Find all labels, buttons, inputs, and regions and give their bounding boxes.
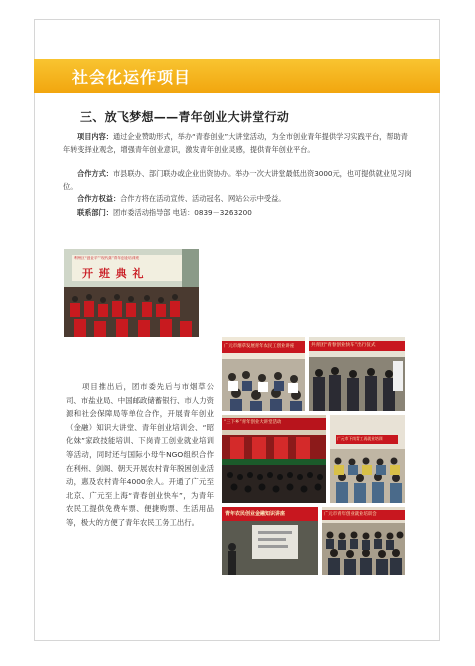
photo3-banner-text: 共青团“青春创业快车”出行仪式 [311, 343, 376, 348]
photo1-banner-text: 开 班 典 礼 [82, 267, 145, 280]
photo4-banner-text: “三下乡”青年创业大讲堂活动 [224, 420, 282, 425]
partner-rights-paragraph [63, 193, 415, 206]
photo-opening-ceremony [64, 249, 199, 337]
cooperation-mode-label: 合作方式： [77, 169, 113, 178]
photo-reemployment-training [330, 415, 405, 503]
contact-text: 团市委活动指导部 电话：0839－3263200 [112, 208, 252, 217]
photo5-banner-text: 广元市下岗青工再就业培训 [337, 436, 383, 441]
photo2-banner-text: 广元市烟草发展青年农民工创业讲座 [224, 344, 295, 349]
project-outcome-text: 项目推出后，团市委先后与市烟草公司、市盐业局、中国邮政储蓄银行、市人力资源和社会保障局等单位合作，开展青年创业（金融）知识大讲堂、青年创业培训会、“昭化妹”家政技能培训、下岗青工创业就业培训等活动，同时还与国际小母牛NGO组织合作在利州、剑阁、朝天开展农村青年脱困创业活动，惠及农村青年4000余人。开通了广元至北京、广元至上海“青春创业快车”，为青年农民工提供免费车票、便捷购票、生活用品等，极大的方便了青年农民工务工出行。 [66, 382, 214, 527]
project-content-label: 项目内容： [77, 132, 113, 141]
cooperation-mode-text: 市县联办、部门联办或企业出资协办。举办一次大讲堂最低出资3000元，也可提供就业见习岗位。 [63, 169, 412, 191]
photo7-banner-text: 广元市青年创业就业培训会 [324, 512, 377, 517]
contact-label: 联系部门： [77, 208, 113, 217]
contact-paragraph [63, 207, 415, 220]
project-content-text: 通过企业赞助形式，举办“青春创业”大讲堂活动，为全市创业青年提供学习实践平台，帮助青年转变择业观念，增强青年创业意识，激发青年创业灵感，提供青年创业平台。 [63, 132, 408, 154]
photo6-banner-text: 青年农民创业金融知识讲座 [225, 511, 286, 517]
partner-rights-text: 合作方将在活动宣传、活动冠名、网站公示中受益。 [120, 194, 286, 203]
project-content-paragraph [63, 131, 415, 156]
photo-express-bus-ceremony [309, 337, 405, 411]
photo1-top-caption: 利州区“创业平””现代妹”青年创业培训班 [74, 256, 139, 260]
photo-finance-lecture [222, 507, 318, 575]
section-title: 三、放飞梦想——青年创业大讲堂行动 [80, 110, 290, 124]
photo-employment-training-meeting [322, 507, 405, 575]
photo-lecture-hall [222, 337, 305, 411]
partner-rights-label: 合作方权益： [77, 194, 121, 203]
photo-auditorium-stage [222, 415, 326, 503]
section-banner [34, 59, 440, 93]
cooperation-mode-paragraph [63, 168, 415, 193]
banner-title: 社会化运作项目 [72, 68, 192, 87]
